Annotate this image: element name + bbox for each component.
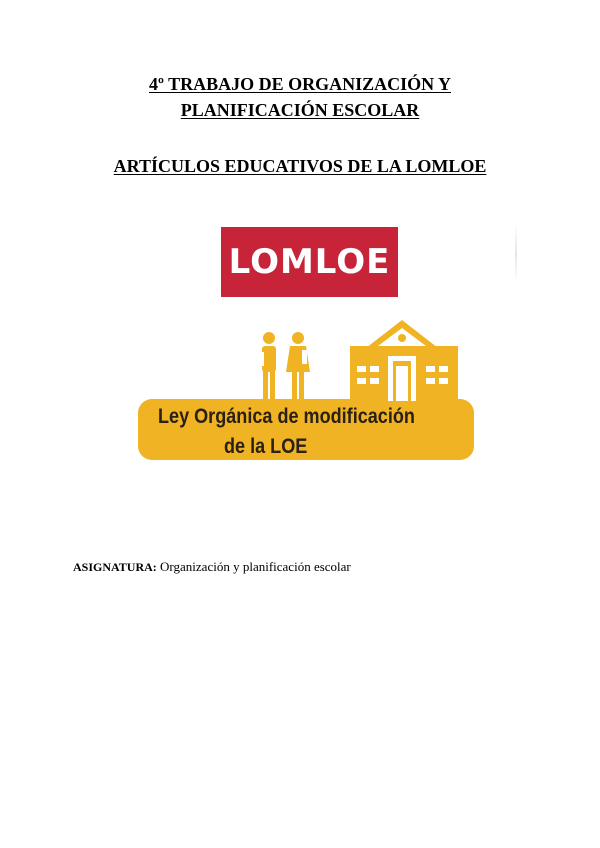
subject-value: Organización y planificación escolar (160, 559, 351, 574)
students-icon (258, 332, 310, 399)
logo-text: LOMLOE (228, 242, 391, 282)
lomloe-emblem (138, 316, 474, 462)
subtitle: ARTÍCULOS EDUCATIVOS DE LA LOMLOE (113, 156, 487, 176)
school-building-icon (350, 320, 458, 401)
lomloe-logo (221, 227, 398, 297)
emblem-line-2: de la LOE (224, 435, 308, 458)
image-edge-mark (515, 224, 517, 284)
subject-line (73, 559, 351, 575)
subject-label: ASIGNATURA: (73, 560, 157, 574)
emblem-line-1: Ley Orgánica de modificación (158, 405, 415, 428)
title-line-1: 4º TRABAJO DE ORGANIZACIÓN Y (149, 74, 451, 94)
title-line-2: PLANIFICACIÓN ESCOLAR (180, 100, 420, 120)
